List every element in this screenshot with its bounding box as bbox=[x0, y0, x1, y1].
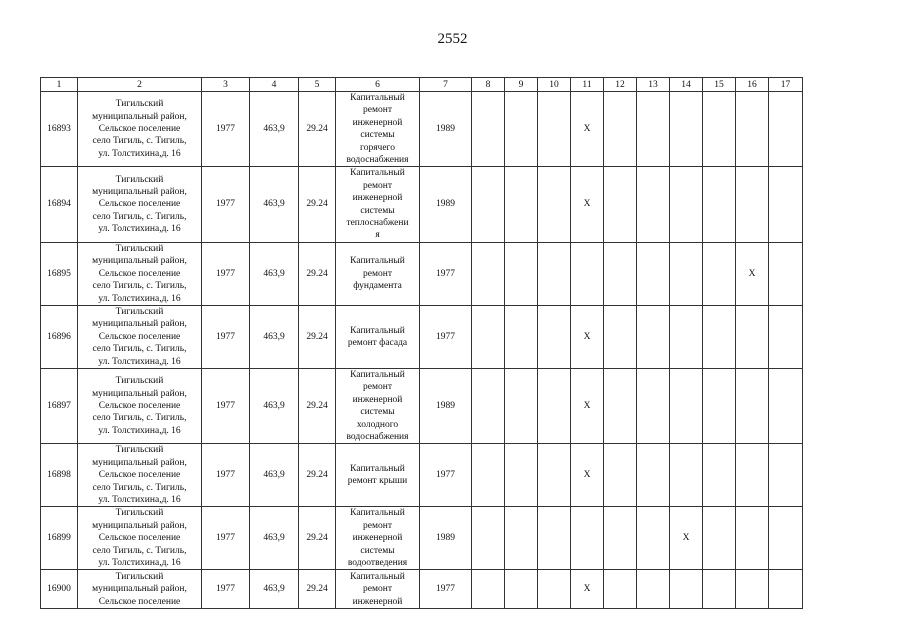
mark-cell: X bbox=[571, 570, 604, 609]
empty-cell bbox=[736, 444, 769, 507]
area-cell: 463,9 bbox=[250, 444, 299, 507]
area-cell: 463,9 bbox=[250, 242, 299, 305]
year-built-cell: 1977 bbox=[202, 305, 250, 368]
empty-cell bbox=[703, 507, 736, 570]
code-cell: 29.24 bbox=[299, 507, 336, 570]
area-cell: 463,9 bbox=[250, 368, 299, 443]
table-row bbox=[41, 242, 803, 305]
empty-cell bbox=[505, 92, 538, 167]
area-cell: 463,9 bbox=[250, 167, 299, 242]
empty-cell bbox=[505, 167, 538, 242]
year-cell: 1989 bbox=[420, 368, 472, 443]
address-cell: Тигильский муниципальный район, Сельское поселение село Тигиль, с. Тигиль, ул. Толстихина,д. 16 bbox=[78, 305, 202, 368]
empty-cell bbox=[637, 570, 670, 609]
address-cell: Тигильский муниципальный район, Сельское поселение село Тигиль, с. Тигиль, ул. Толстихина,д. 16 bbox=[78, 444, 202, 507]
empty-cell bbox=[571, 507, 604, 570]
empty-cell bbox=[637, 368, 670, 443]
address-cell: Тигильский муниципальный район, Сельское поселение bbox=[78, 570, 202, 609]
year-built-cell: 1977 bbox=[202, 570, 250, 609]
table-body bbox=[41, 92, 803, 609]
empty-cell bbox=[703, 305, 736, 368]
address-cell: Тигильский муниципальный район, Сельское поселение село Тигиль, с. Тигиль, ул. Толстихина,д. 16 bbox=[78, 242, 202, 305]
empty-cell bbox=[637, 507, 670, 570]
year-built-cell: 1977 bbox=[202, 444, 250, 507]
empty-cell bbox=[472, 368, 505, 443]
empty-cell bbox=[670, 242, 703, 305]
code-cell: 29.24 bbox=[299, 570, 336, 609]
column-header: 15 bbox=[703, 78, 736, 92]
empty-cell bbox=[637, 305, 670, 368]
row-id-cell: 16894 bbox=[41, 167, 78, 242]
empty-cell bbox=[604, 368, 637, 443]
empty-cell bbox=[736, 368, 769, 443]
work-type-cell: Капитальный ремонт инженерной системы горячего водоснабжения bbox=[336, 92, 420, 167]
table-header-row bbox=[41, 78, 803, 92]
empty-cell bbox=[703, 368, 736, 443]
empty-cell bbox=[505, 444, 538, 507]
year-cell: 1977 bbox=[420, 570, 472, 609]
empty-cell bbox=[670, 368, 703, 443]
empty-cell bbox=[769, 242, 803, 305]
empty-cell bbox=[703, 167, 736, 242]
empty-cell bbox=[505, 305, 538, 368]
empty-cell bbox=[505, 242, 538, 305]
row-id-cell: 16898 bbox=[41, 444, 78, 507]
row-id-cell: 16899 bbox=[41, 507, 78, 570]
empty-cell bbox=[472, 92, 505, 167]
empty-cell bbox=[736, 305, 769, 368]
empty-cell bbox=[637, 167, 670, 242]
empty-cell bbox=[769, 167, 803, 242]
work-type-cell: Капитальный ремонт инженерной bbox=[336, 570, 420, 609]
empty-cell bbox=[538, 305, 571, 368]
address-cell: Тигильский муниципальный район, Сельское поселение село Тигиль, с. Тигиль, ул. Толстихина,д. 16 bbox=[78, 507, 202, 570]
year-built-cell: 1977 bbox=[202, 368, 250, 443]
empty-cell bbox=[736, 167, 769, 242]
mark-cell: X bbox=[571, 368, 604, 443]
empty-cell bbox=[505, 368, 538, 443]
mark-cell: X bbox=[670, 507, 703, 570]
empty-cell bbox=[472, 507, 505, 570]
empty-cell bbox=[769, 444, 803, 507]
code-cell: 29.24 bbox=[299, 444, 336, 507]
empty-cell bbox=[505, 507, 538, 570]
year-built-cell: 1977 bbox=[202, 507, 250, 570]
empty-cell bbox=[769, 507, 803, 570]
empty-cell bbox=[670, 570, 703, 609]
empty-cell bbox=[703, 242, 736, 305]
empty-cell bbox=[538, 92, 571, 167]
empty-cell bbox=[769, 570, 803, 609]
empty-cell bbox=[472, 305, 505, 368]
empty-cell bbox=[604, 570, 637, 609]
year-built-cell: 1977 bbox=[202, 242, 250, 305]
empty-cell bbox=[538, 167, 571, 242]
table-row bbox=[41, 507, 803, 570]
table-row bbox=[41, 167, 803, 242]
empty-cell bbox=[604, 92, 637, 167]
column-header: 17 bbox=[769, 78, 803, 92]
work-type-cell: Капитальный ремонт инженерной системы холодного водоснабжения bbox=[336, 368, 420, 443]
mark-cell: X bbox=[571, 305, 604, 368]
column-header: 13 bbox=[637, 78, 670, 92]
row-id-cell: 16896 bbox=[41, 305, 78, 368]
empty-cell bbox=[703, 444, 736, 507]
table-row bbox=[41, 368, 803, 443]
empty-cell bbox=[637, 242, 670, 305]
table-row bbox=[41, 92, 803, 167]
column-header: 1 bbox=[41, 78, 78, 92]
column-header: 4 bbox=[250, 78, 299, 92]
empty-cell bbox=[703, 570, 736, 609]
area-cell: 463,9 bbox=[250, 305, 299, 368]
column-header: 3 bbox=[202, 78, 250, 92]
table-row bbox=[41, 570, 803, 609]
area-cell: 463,9 bbox=[250, 570, 299, 609]
empty-cell bbox=[703, 92, 736, 167]
mark-cell: X bbox=[571, 444, 604, 507]
area-cell: 463,9 bbox=[250, 92, 299, 167]
empty-cell bbox=[472, 167, 505, 242]
registry-table bbox=[40, 77, 803, 609]
column-header: 16 bbox=[736, 78, 769, 92]
code-cell: 29.24 bbox=[299, 242, 336, 305]
work-type-cell: Капитальный ремонт инженерной системы водоотведения bbox=[336, 507, 420, 570]
address-cell: Тигильский муниципальный район, Сельское поселение село Тигиль, с. Тигиль, ул. Толстихина,д. 16 bbox=[78, 92, 202, 167]
code-cell: 29.24 bbox=[299, 368, 336, 443]
column-header: 9 bbox=[505, 78, 538, 92]
year-cell: 1977 bbox=[420, 305, 472, 368]
code-cell: 29.24 bbox=[299, 92, 336, 167]
row-id-cell: 16893 bbox=[41, 92, 78, 167]
empty-cell bbox=[538, 368, 571, 443]
code-cell: 29.24 bbox=[299, 167, 336, 242]
column-header: 6 bbox=[336, 78, 420, 92]
column-header: 7 bbox=[420, 78, 472, 92]
mark-cell: X bbox=[571, 167, 604, 242]
empty-cell bbox=[769, 92, 803, 167]
year-cell: 1977 bbox=[420, 444, 472, 507]
code-cell: 29.24 bbox=[299, 305, 336, 368]
empty-cell bbox=[670, 305, 703, 368]
column-header: 14 bbox=[670, 78, 703, 92]
empty-cell bbox=[670, 92, 703, 167]
column-header: 12 bbox=[604, 78, 637, 92]
work-type-cell: Капитальный ремонт инженерной системы теплоснабжени я bbox=[336, 167, 420, 242]
column-header: 5 bbox=[299, 78, 336, 92]
empty-cell bbox=[769, 305, 803, 368]
year-built-cell: 1977 bbox=[202, 167, 250, 242]
empty-cell bbox=[637, 92, 670, 167]
work-type-cell: Капитальный ремонт фасада bbox=[336, 305, 420, 368]
empty-cell bbox=[538, 507, 571, 570]
empty-cell bbox=[604, 507, 637, 570]
empty-cell bbox=[670, 167, 703, 242]
year-cell: 1989 bbox=[420, 92, 472, 167]
empty-cell bbox=[472, 242, 505, 305]
page-number: 2552 bbox=[437, 31, 468, 47]
table-row bbox=[41, 305, 803, 368]
empty-cell bbox=[505, 570, 538, 609]
column-header: 2 bbox=[78, 78, 202, 92]
empty-cell bbox=[736, 92, 769, 167]
empty-cell bbox=[538, 242, 571, 305]
empty-cell bbox=[604, 242, 637, 305]
year-cell: 1989 bbox=[420, 167, 472, 242]
empty-cell bbox=[538, 570, 571, 609]
work-type-cell: Капитальный ремонт крыши bbox=[336, 444, 420, 507]
empty-cell bbox=[736, 570, 769, 609]
column-header: 11 bbox=[571, 78, 604, 92]
year-cell: 1977 bbox=[420, 242, 472, 305]
empty-cell bbox=[604, 305, 637, 368]
empty-cell bbox=[604, 167, 637, 242]
empty-cell bbox=[769, 368, 803, 443]
row-id-cell: 16900 bbox=[41, 570, 78, 609]
column-header: 10 bbox=[538, 78, 571, 92]
work-type-cell: Капитальный ремонт фундамента bbox=[336, 242, 420, 305]
empty-cell bbox=[637, 444, 670, 507]
empty-cell bbox=[538, 444, 571, 507]
address-cell: Тигильский муниципальный район, Сельское поселение село Тигиль, с. Тигиль, ул. Толстихина,д. 16 bbox=[78, 167, 202, 242]
row-id-cell: 16897 bbox=[41, 368, 78, 443]
address-cell: Тигильский муниципальный район, Сельское поселение село Тигиль, с. Тигиль, ул. Толстихина,д. 16 bbox=[78, 368, 202, 443]
area-cell: 463,9 bbox=[250, 507, 299, 570]
mark-cell: X bbox=[736, 242, 769, 305]
empty-cell bbox=[472, 570, 505, 609]
empty-cell bbox=[472, 444, 505, 507]
year-built-cell: 1977 bbox=[202, 92, 250, 167]
table-row bbox=[41, 444, 803, 507]
mark-cell: X bbox=[571, 92, 604, 167]
year-cell: 1989 bbox=[420, 507, 472, 570]
row-id-cell: 16895 bbox=[41, 242, 78, 305]
empty-cell bbox=[736, 507, 769, 570]
empty-cell bbox=[571, 242, 604, 305]
empty-cell bbox=[670, 444, 703, 507]
empty-cell bbox=[604, 444, 637, 507]
column-header: 8 bbox=[472, 78, 505, 92]
